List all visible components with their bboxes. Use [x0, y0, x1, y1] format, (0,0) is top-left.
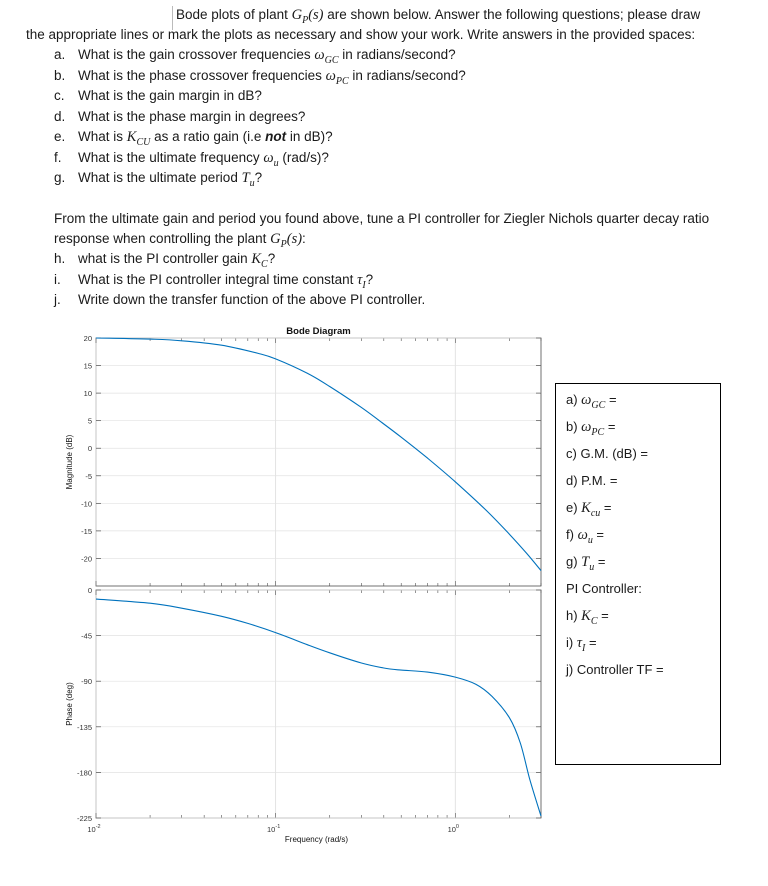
phase-ytick-label: -135 — [76, 722, 92, 732]
question-d: d. What is the phase margin in degrees? — [54, 108, 306, 124]
chart-xlabel: Frequency (rad/s) — [284, 835, 349, 844]
magnitude-ytick-label: 5 — [87, 416, 92, 426]
tuning-line-1: From the ultimate gain and period you found above, tune a PI controller for Ziegler Nichols quarter decay ratio — [54, 211, 710, 226]
phase-ytick-label: -90 — [81, 677, 92, 687]
answer-h: h) $K_C$ = — [566, 608, 609, 627]
question-e: e. What is $K_{CU}$ as a ratio gain (i.e not in dB)? — [54, 129, 333, 148]
pi-controller-heading: PI Controller: — [566, 581, 642, 596]
phase-ytick-label: -45 — [81, 631, 92, 641]
question-f: f. What is the ultimate frequency $\omega_u$ (rad/s)? — [54, 149, 329, 169]
answer-d: d) P.M. = — [566, 473, 618, 488]
phase-ytick-label: -180 — [76, 768, 92, 778]
plant-symbol: $G_P$ — [291, 7, 309, 26]
answer-a: a) $\omega_{GC}$ = — [566, 392, 617, 411]
magnitude-panel — [65, 334, 541, 586]
phase-panel — [65, 586, 541, 823]
magnitude-ytick-label: 15 — [83, 361, 92, 371]
magnitude-ytick-label: 10 — [83, 389, 92, 399]
answer-g: g) $T_u$ = — [566, 554, 606, 573]
answer-f: f) $\omega_u$ = — [566, 527, 605, 546]
question-i: i. What is the PI controller integral time constant $\tau_I$? — [54, 271, 374, 291]
question-g: g. What is the ultimate period $T_u$? — [54, 170, 263, 189]
phase-axes-box — [96, 590, 541, 818]
magnitude-ytick-label: -5 — [85, 471, 92, 481]
magnitude-ytick-label: 0 — [87, 444, 92, 454]
magnitude-ytick-label: 20 — [83, 334, 92, 343]
magnitude-ytick-label: -20 — [81, 554, 92, 564]
magnitude-ytick-label: -15 — [81, 526, 92, 536]
question-j: j. Write down the transfer function of the above PI controller. — [54, 292, 426, 307]
answer-j: j) Controller TF = — [566, 662, 664, 677]
answer-b: b) $\omega_{PC}$ = — [566, 419, 616, 438]
magnitude-ytick-label: -10 — [81, 499, 92, 509]
answer-box — [555, 383, 721, 765]
xtick-label: $10^0$ — [447, 824, 459, 834]
phase-ylabel: Phase (deg) — [65, 682, 74, 726]
question-h: h. what is the PI controller gain $K_C$? — [54, 251, 276, 270]
chart-title: Bode Diagram — [286, 326, 351, 337]
magnitude-axes-box — [96, 338, 541, 586]
answer-i: i) $\tau_I$ = — [566, 635, 597, 654]
intro-line-1: Bode plots of plant $G_P(s)$ are shown below. Answer the following questions; please draw — [172, 6, 700, 30]
phase-ytick-label: 0 — [87, 586, 92, 595]
intro-line-2: the appropriate lines or mark the plots as necessary and show your work. Write answers in the provided spaces: — [26, 27, 696, 42]
answer-c: c) G.M. (dB) = — [566, 446, 648, 461]
question-c: c. What is the gain margin in dB? — [54, 88, 262, 103]
tuning-line-2: response when controlling the plant $G_P(s)$: — [54, 231, 306, 250]
xtick-label: $10^{-2}$ — [87, 824, 101, 834]
question-b: b. What is the phase crossover frequencies $\omega_{PC}$ in radians/second? — [54, 67, 466, 87]
answer-e: e) $K_{cu}$ = — [566, 500, 612, 519]
magnitude-ylabel: Magnitude (dB) — [65, 434, 74, 490]
question-a: a. What is the gain crossover frequencies $\omega_{GC}$ in radians/second? — [54, 47, 456, 66]
phase-ytick-label: -225 — [76, 814, 92, 823]
xtick-label: $10^{-1}$ — [267, 824, 281, 834]
